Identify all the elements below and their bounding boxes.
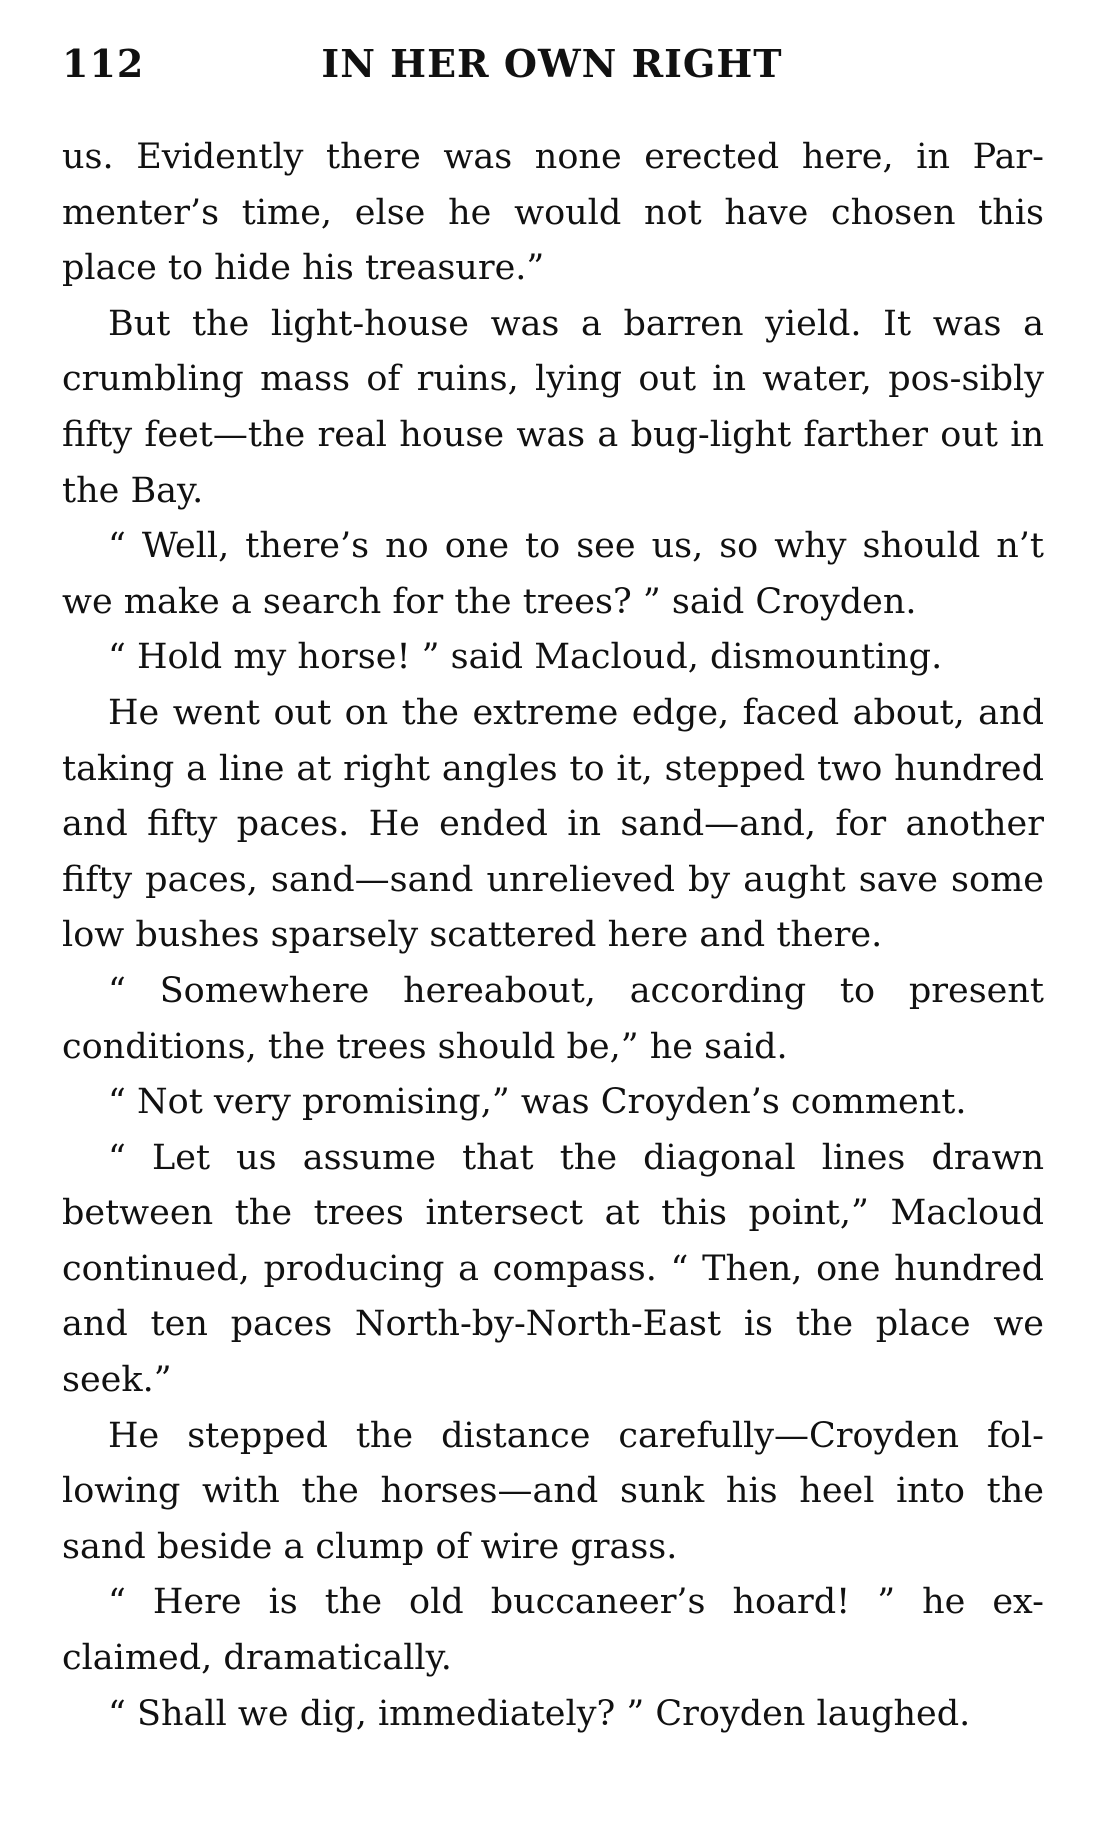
paragraph: “ Somewhere hereabout, according to present conditions, the trees should be,” he said. xyxy=(62,970,1044,1067)
paragraph: But the light-house was a barren yield. It was a crumbling mass of ruins, lying out in water, pos-sibly fifty feet—the real house was a bug-light farther out in the Bay. xyxy=(62,303,1044,511)
paragraph: “ Not very promising,” was Croyden’s comment. xyxy=(108,1082,967,1123)
page-number: 112 xyxy=(62,41,145,86)
paragraph: “ Here is the old buccaneer’s hoard! ” he ex-claimed, dramatically. xyxy=(62,1582,1044,1679)
body-text xyxy=(62,130,1044,1742)
paragraph: us. Evidently there was none erected here, in Par-menter’s time, else he would not have chosen this place to hide his treasure.” xyxy=(62,137,1044,289)
running-title: IN HER OWN RIGHT xyxy=(321,41,783,86)
paragraph: “ Well, there’s no one to see us, so why should n’t we make a search for the trees? ” said Croyden. xyxy=(62,526,1044,622)
paragraph: “ Hold my horse! ” said Macloud, dismounting. xyxy=(108,637,943,678)
paragraph: He went out on the extreme edge, faced about, and taking a line at right angles to it, stepped two hundred and fifty paces. He ended in sand—and, for another fifty paces, sand—sand unrelieved by aught save some low bushes sparsely scattered here and there. xyxy=(62,692,1044,956)
page-header xyxy=(62,34,1042,94)
paragraph: “ Shall we dig, immediately? ” Croyden laughed. xyxy=(108,1693,971,1734)
paragraph: He stepped the distance carefully—Croyden fol-lowing with the horses—and sunk his heel into the sand beside a clump of wire grass. xyxy=(62,1415,1044,1567)
paragraph: “ Let us assume that the diagonal lines drawn between the trees intersect at this point,” Macloud continued, producing a compass. “ Then, one hundred and ten paces North-by-North-East is the place we seek.” xyxy=(62,1137,1044,1401)
